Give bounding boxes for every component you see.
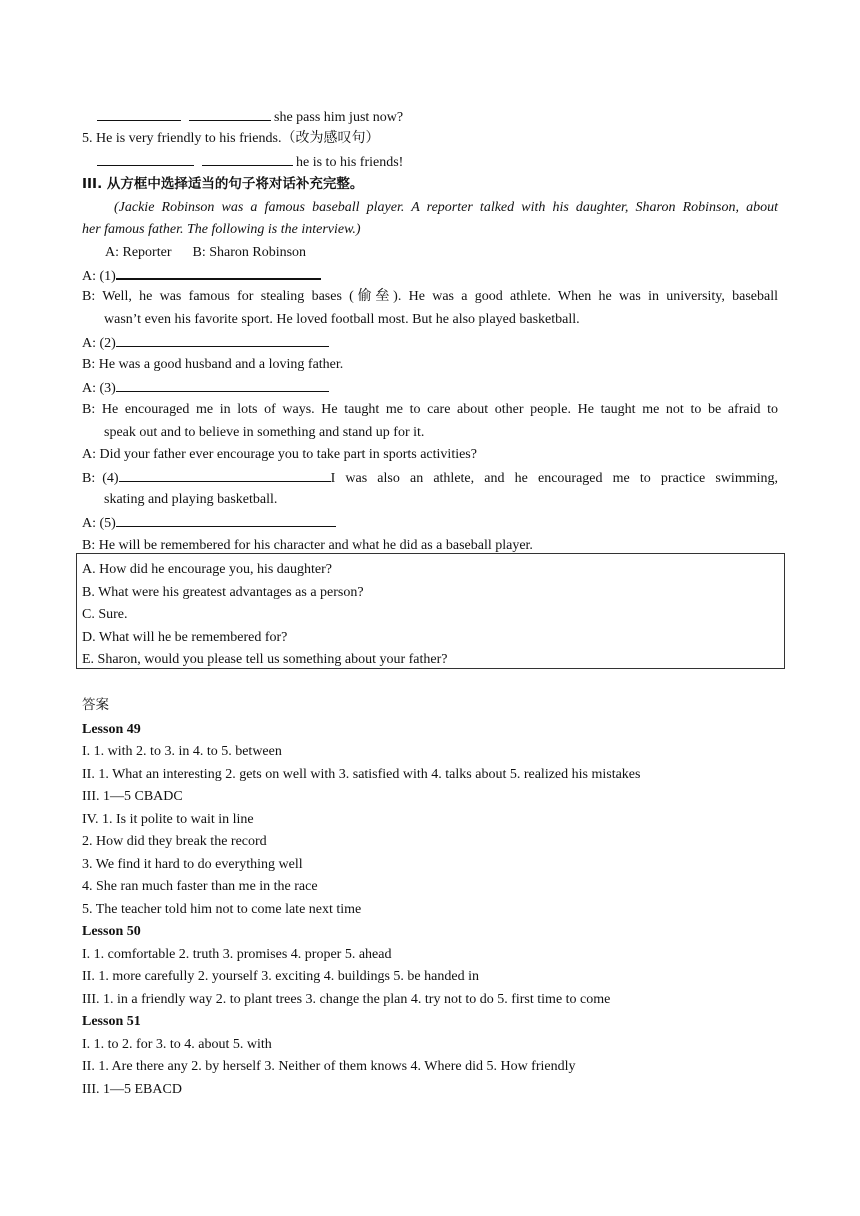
dialogue-line: B: He encouraged me in lots of ways. He taught me to care about other people. He taught me not to be afraid to: [82, 402, 778, 417]
dialogue-line: [82, 514, 336, 533]
dialogue-line: speak out and to believe in something and stand up for it.: [104, 425, 425, 440]
answer-line: 3. We find it hard to do everything well: [82, 857, 303, 872]
answer-line: II. 1. Are there any 2. by herself 3. Neither of them knows 4. Where did 5. How friendly: [82, 1059, 576, 1074]
roles-line: A: Reporter B: Sharon Robinson: [105, 245, 307, 260]
dialogue-line: wasn’t even his favorite sport. He loved football most. But he also played basketball.: [104, 312, 580, 327]
answer-blank[interactable]: [119, 469, 331, 482]
option-item: D. What will he be remembered for?: [82, 630, 288, 645]
answer-line: I. 1. with 2. to 3. in 4. to 5. between: [82, 744, 282, 759]
dialogue-label: A: (1): [82, 269, 116, 284]
lesson-title: Lesson 51: [82, 1014, 141, 1029]
answer-blank[interactable]: [97, 153, 194, 166]
answer-blank[interactable]: [189, 108, 271, 121]
answer-line: II. 1. more carefully 2. yourself 3. exciting 4. buildings 5. be handed in: [82, 969, 479, 984]
answer-line: 4. She ran much faster than me in the race: [82, 879, 318, 894]
q5-tail-text: he is to his friends!: [296, 155, 404, 170]
option-item: B. What were his greatest advantages as a person?: [82, 585, 364, 600]
answer-line: 2. How did they break the record: [82, 834, 267, 849]
answer-line: I. 1. to 2. for 3. to 4. about 5. with: [82, 1037, 272, 1052]
answer-blank[interactable]: [116, 334, 329, 347]
q5-blank-line: [97, 153, 403, 172]
dialogue-line: [82, 334, 329, 353]
dialogue-label: A: (3): [82, 381, 116, 396]
intro-line-1: (Jackie Robinson was a famous baseball player. A reporter talked with his daughter, Sharon Robinson, about: [114, 200, 778, 215]
option-item: C. Sure.: [82, 607, 128, 622]
answer-line: IV. 1. Is it polite to wait in line: [82, 812, 254, 827]
dialogue-label: A: (2): [82, 336, 116, 351]
option-item: E. Sharon, would you please tell us something about your father?: [82, 652, 448, 667]
dialogue-label: B: (4): [82, 471, 119, 486]
answer-line: I. 1. comfortable 2. truth 3. promises 4. proper 5. ahead: [82, 947, 392, 962]
lesson-title: Lesson 49: [82, 722, 141, 737]
answer-line: III. 1—5 CBADC: [82, 789, 183, 804]
answer-line: II. 1. What an interesting 2. gets on well with 3. satisfied with 4. talks about 5. realized his mistakes: [82, 767, 641, 782]
dialogue-line: B: He will be remembered for his character and what he did as a baseball player.: [82, 538, 533, 553]
lesson-title: Lesson 50: [82, 924, 141, 939]
dialogue-line: [82, 469, 778, 488]
dialogue-line: B: He was a good husband and a loving father.: [82, 357, 344, 372]
answer-line: III. 1. in a friendly way 2. to plant trees 3. change the plan 4. try not to do 5. first time to come: [82, 992, 611, 1007]
answer-blank[interactable]: [202, 153, 293, 166]
dialogue-line: [82, 379, 329, 398]
answer-line: III. 1—5 EBACD: [82, 1082, 182, 1097]
q4-blank-line: [97, 108, 403, 127]
dialogue-line: B: Well, he was famous for stealing bases (偷垒). He was a good athlete. When he was in university, baseball: [82, 289, 778, 304]
dialogue-label: A: (5): [82, 516, 116, 531]
answer-blank[interactable]: [116, 379, 329, 392]
dialogue-line: A: Did your father ever encourage you to take part in sports activities?: [82, 447, 477, 462]
answer-line: 5. The teacher told him not to come late next time: [82, 902, 362, 917]
dialogue-line: skating and playing basketball.: [104, 492, 278, 507]
section-heading: III. 从方框中选择适当的句子将对话补充完整。: [82, 176, 364, 192]
option-item: A. How did he encourage you, his daughter?: [82, 562, 332, 577]
dialogue-line: [82, 266, 321, 286]
intro-line-2: her famous father. The following is the interview.): [82, 222, 361, 237]
q4-tail-text: she pass him just now?: [274, 110, 404, 125]
answer-blank[interactable]: [116, 514, 336, 527]
answer-blank[interactable]: [97, 108, 181, 121]
answers-title: 答案: [82, 697, 109, 713]
dialogue-text: I was also an athlete, and he encouraged me to practice swimming,: [330, 471, 778, 486]
q5-prompt: 5. He is very friendly to his friends.（改为感叹句）: [82, 131, 380, 146]
answer-blank[interactable]: [116, 266, 321, 280]
